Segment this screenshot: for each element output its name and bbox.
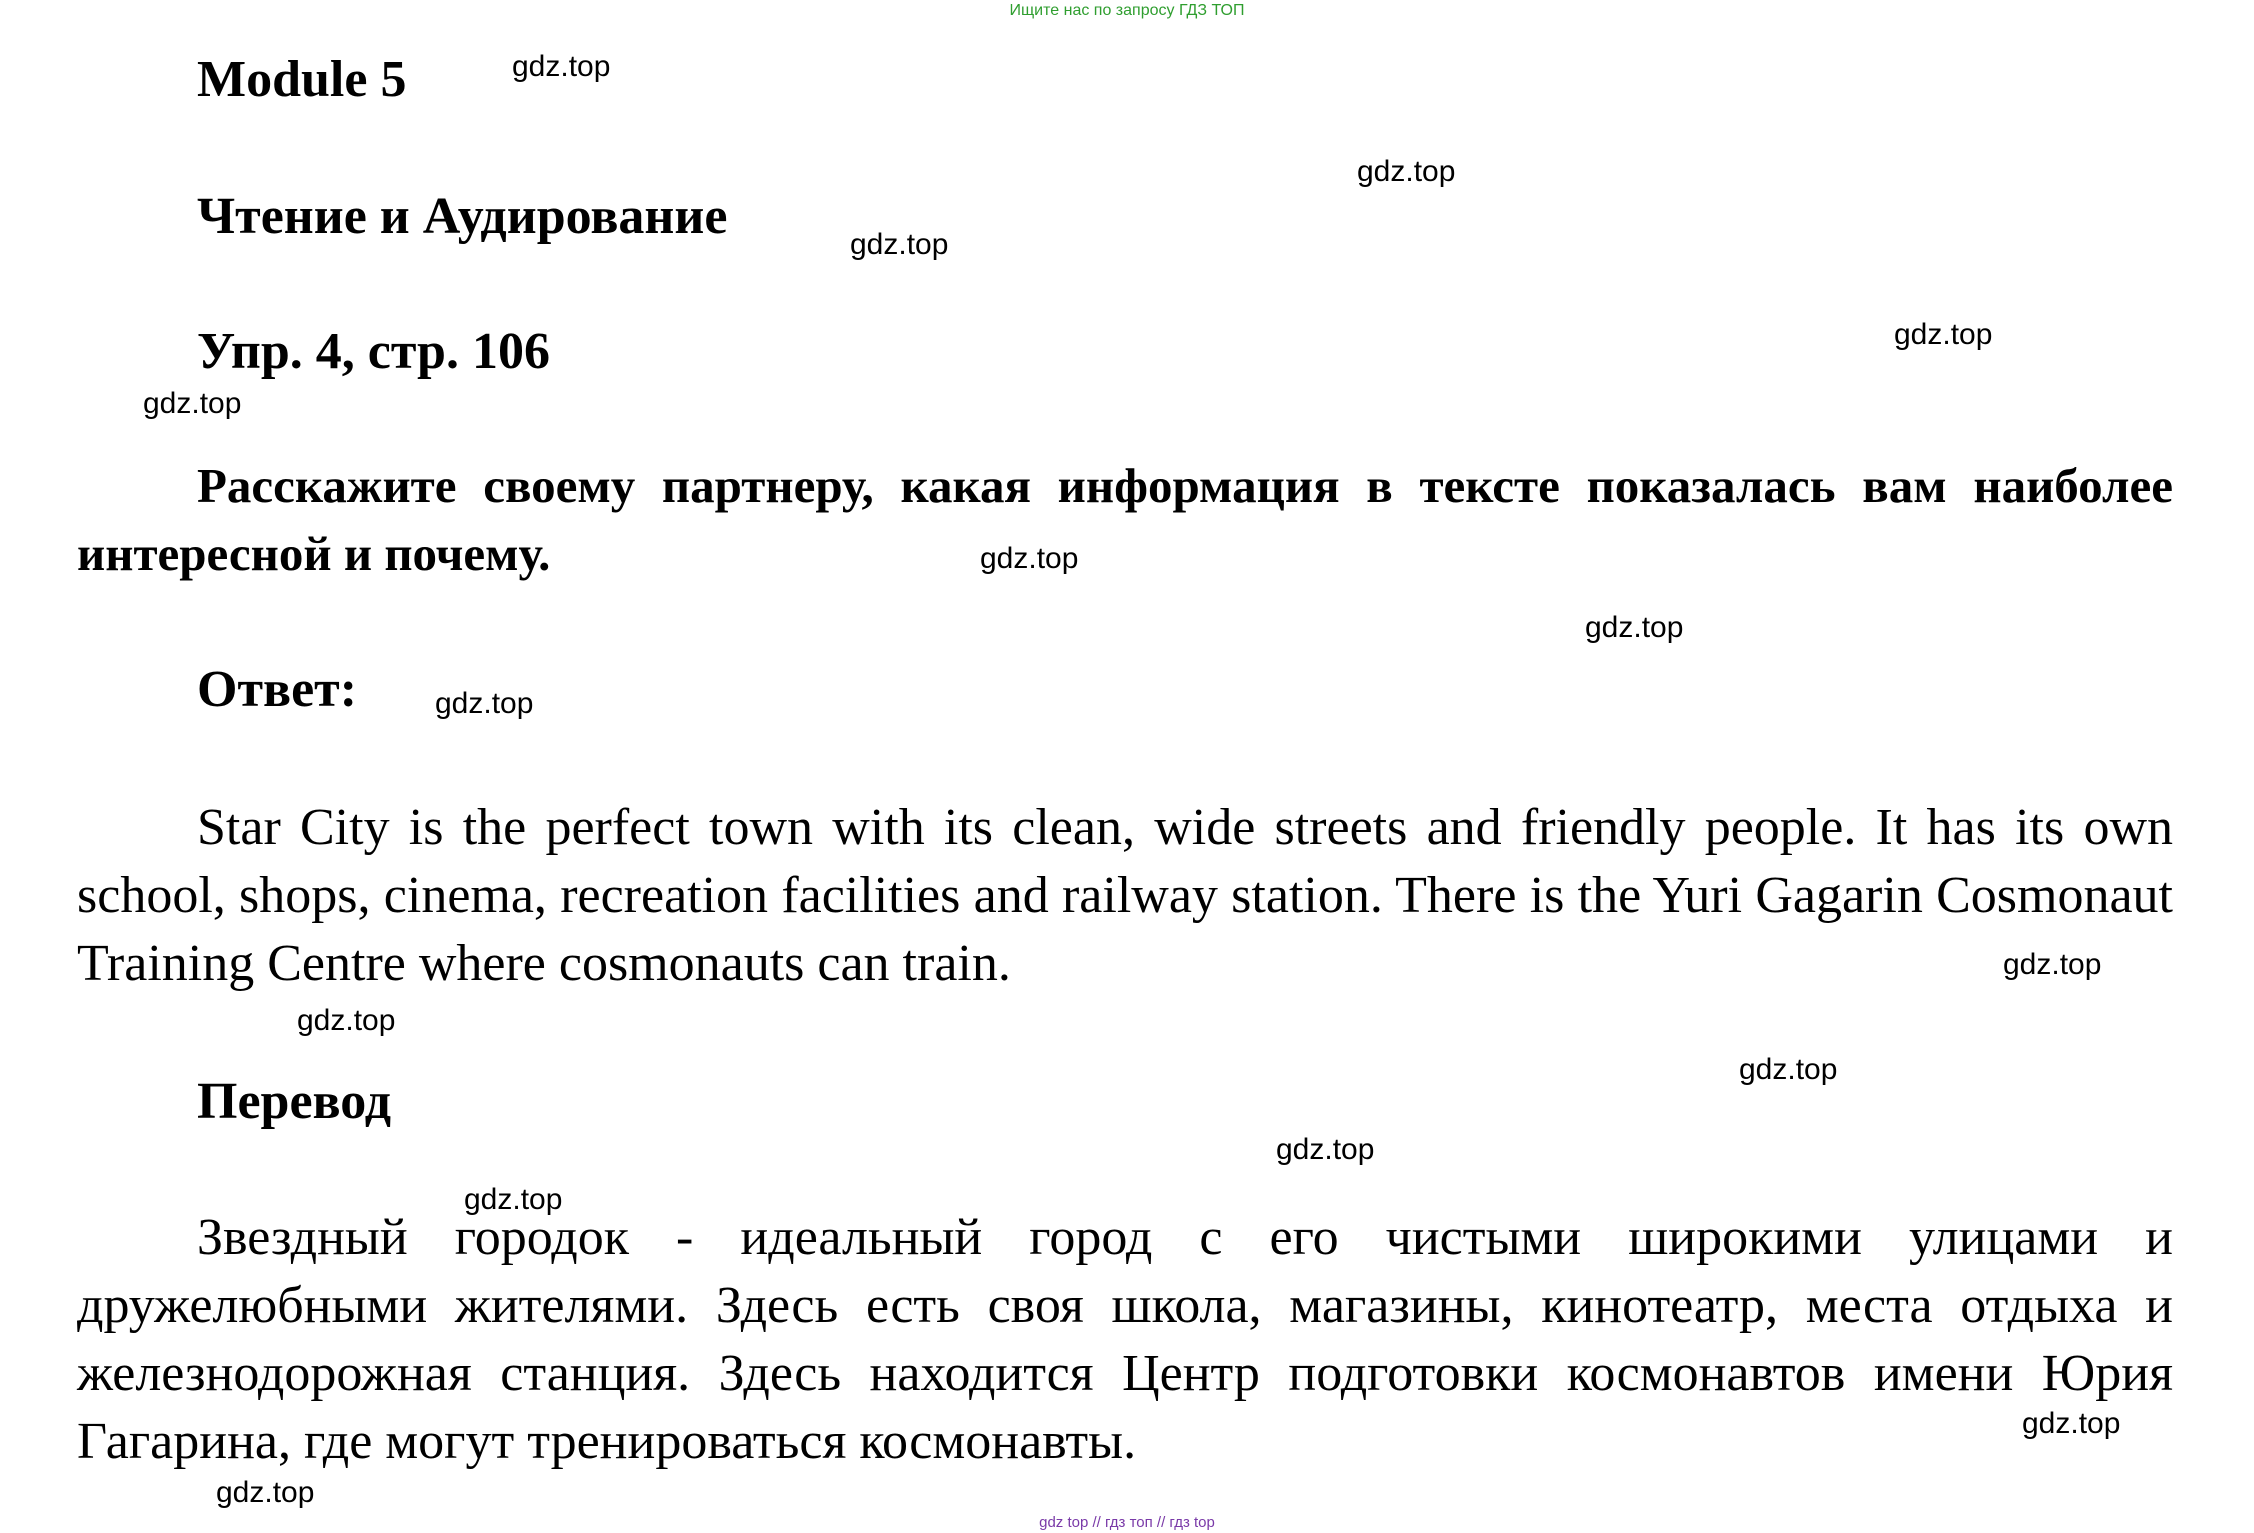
module-heading: Module 5 bbox=[197, 51, 407, 108]
answer-heading: Ответ: bbox=[197, 661, 358, 718]
watermark: gdz.top bbox=[850, 228, 949, 261]
watermark: gdz.top bbox=[464, 1183, 563, 1216]
watermark: gdz.top bbox=[216, 1476, 315, 1509]
watermark: gdz.top bbox=[980, 542, 1079, 575]
watermark: gdz.top bbox=[143, 387, 242, 420]
translation-text: Звездный городок - идеальный город с его чистыми широкими улицами и дружелюбными жителями. Здесь есть своя школа, магазины, кинотеатр, места отдыха и железнодорожная станция. Здесь находится Центр подготовки космонавтов имени Юрия Гагарина, где могут тренироваться космонавты. bbox=[77, 1209, 2173, 1470]
watermark: gdz.top bbox=[1357, 155, 1456, 188]
watermark: gdz.top bbox=[2003, 948, 2102, 981]
answer-text: Star City is the perfect town with its clean, wide streets and friendly people. It has its own school, shops, cinema, recreation facilities and railway station. There is the Yuri Gagarin Cosmonaut Training Centre where cosmonauts can train. bbox=[77, 799, 2173, 992]
exercise-heading: Упр. 4, стр. 106 bbox=[197, 323, 550, 380]
watermark: gdz.top bbox=[1585, 611, 1684, 644]
translation-heading: Перевод bbox=[197, 1073, 392, 1130]
section-heading: Чтение и Аудирование bbox=[197, 188, 728, 245]
watermark: gdz.top bbox=[512, 50, 611, 83]
top-banner: Ищите нас по запросу ГДЗ ТОП bbox=[1009, 2, 1245, 19]
watermark: gdz.top bbox=[1739, 1053, 1838, 1086]
task-text: Расскажите своему партнеру, какая информация в тексте показалась вам наиболее интересной и почему. bbox=[77, 458, 2173, 581]
watermark: gdz.top bbox=[435, 687, 534, 720]
watermark: gdz.top bbox=[2022, 1407, 2121, 1440]
bottom-banner: gdz top // гдз топ // гдз top bbox=[1039, 1514, 1215, 1531]
watermark: gdz.top bbox=[1276, 1133, 1375, 1166]
watermark: gdz.top bbox=[1894, 318, 1993, 351]
watermark: gdz.top bbox=[297, 1004, 396, 1037]
